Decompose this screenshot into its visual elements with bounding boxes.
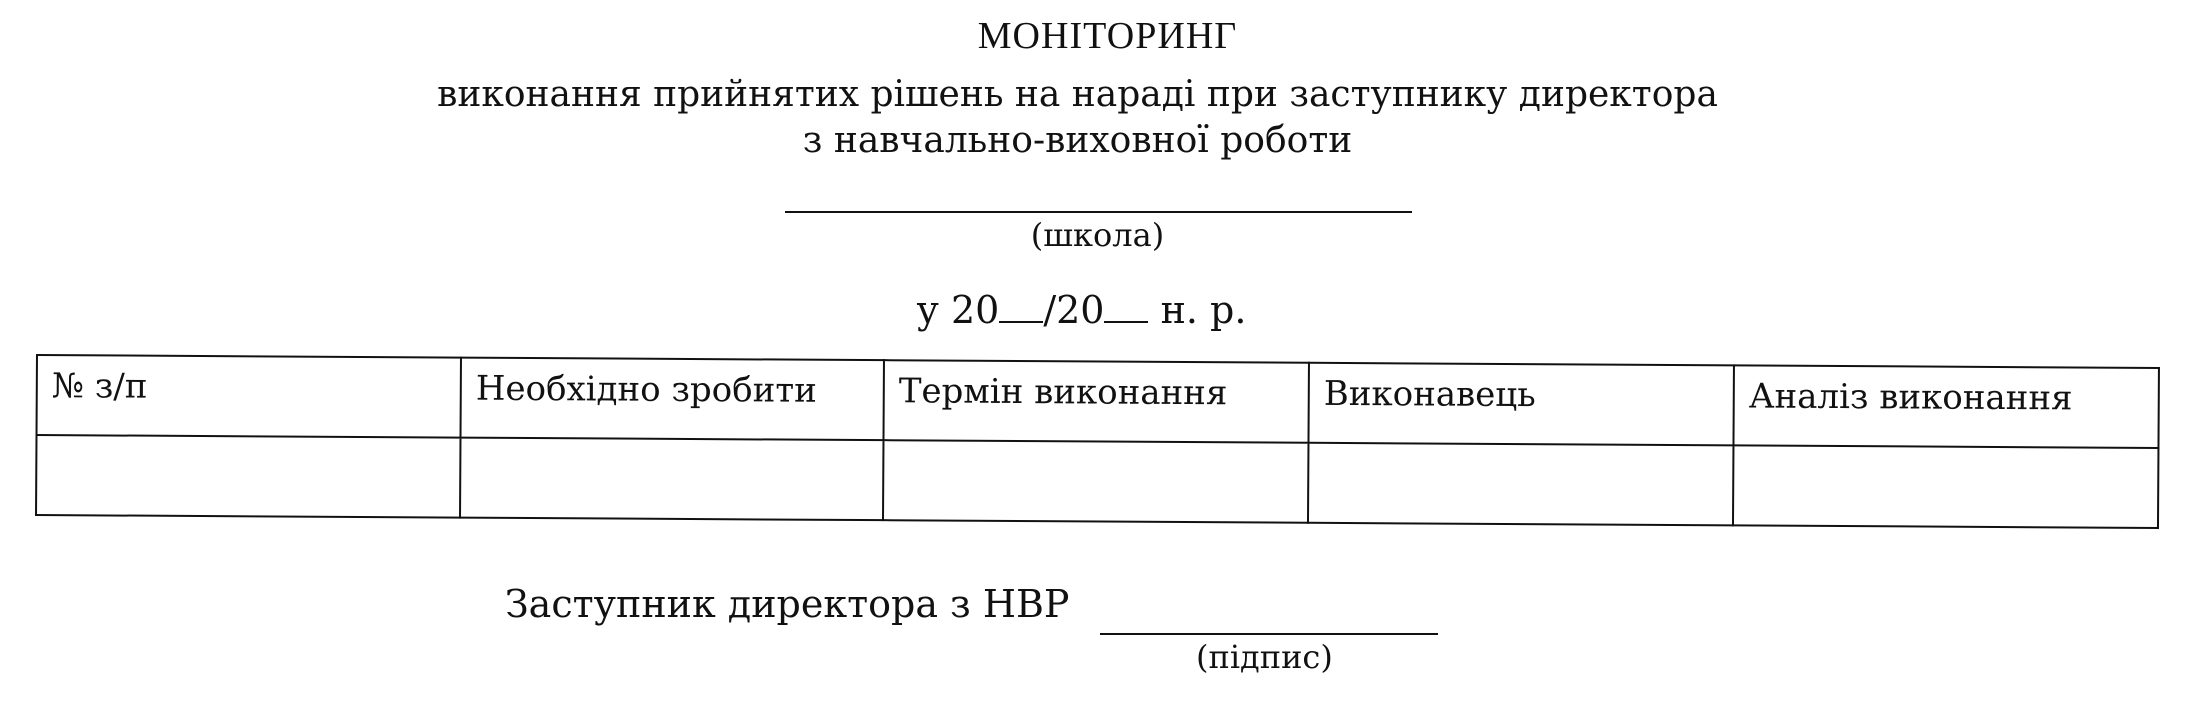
year-prefix: у 20 [916, 288, 1000, 332]
table-header-row [37, 355, 2159, 448]
academic-year-line [0, 288, 2179, 332]
table-cell-task[interactable] [460, 438, 883, 521]
table-cell-analysis[interactable] [1733, 445, 2158, 528]
year-end-blank[interactable] [1104, 291, 1148, 323]
table-cell-deadline[interactable] [883, 440, 1308, 523]
column-header-deadline: Термін виконання [883, 360, 1308, 443]
column-header-task: Необхідно зробити [460, 358, 883, 441]
year-suffix: н. р. [1148, 288, 1247, 332]
year-start-blank[interactable] [999, 291, 1043, 323]
column-header-analysis: Аналіз виконання [1733, 365, 2158, 448]
signer-label: Заступник директора з НВР [505, 582, 1070, 626]
document-title: МОНІТОРИНГ [977, 15, 1238, 57]
table-cell-number[interactable] [36, 435, 460, 518]
signature-caption: (підпис) [1196, 638, 1333, 676]
column-header-executor: Виконавець [1308, 363, 1733, 446]
school-fill-line[interactable] [785, 211, 1412, 213]
school-caption: (школа) [1030, 216, 1165, 254]
document-subtitle-line-2: з навчально-виховної роботи [802, 120, 1353, 161]
table-row [36, 435, 2158, 528]
column-header-number: № з/п [37, 355, 461, 438]
year-middle: /20 [1043, 288, 1105, 332]
document-subtitle-line-1: виконання прийнятих рішень на нараді при заступнику директора [437, 74, 1718, 115]
table-cell-executor[interactable] [1308, 443, 1733, 526]
monitoring-table [35, 354, 2160, 529]
signature-fill-line[interactable] [1100, 633, 1438, 635]
